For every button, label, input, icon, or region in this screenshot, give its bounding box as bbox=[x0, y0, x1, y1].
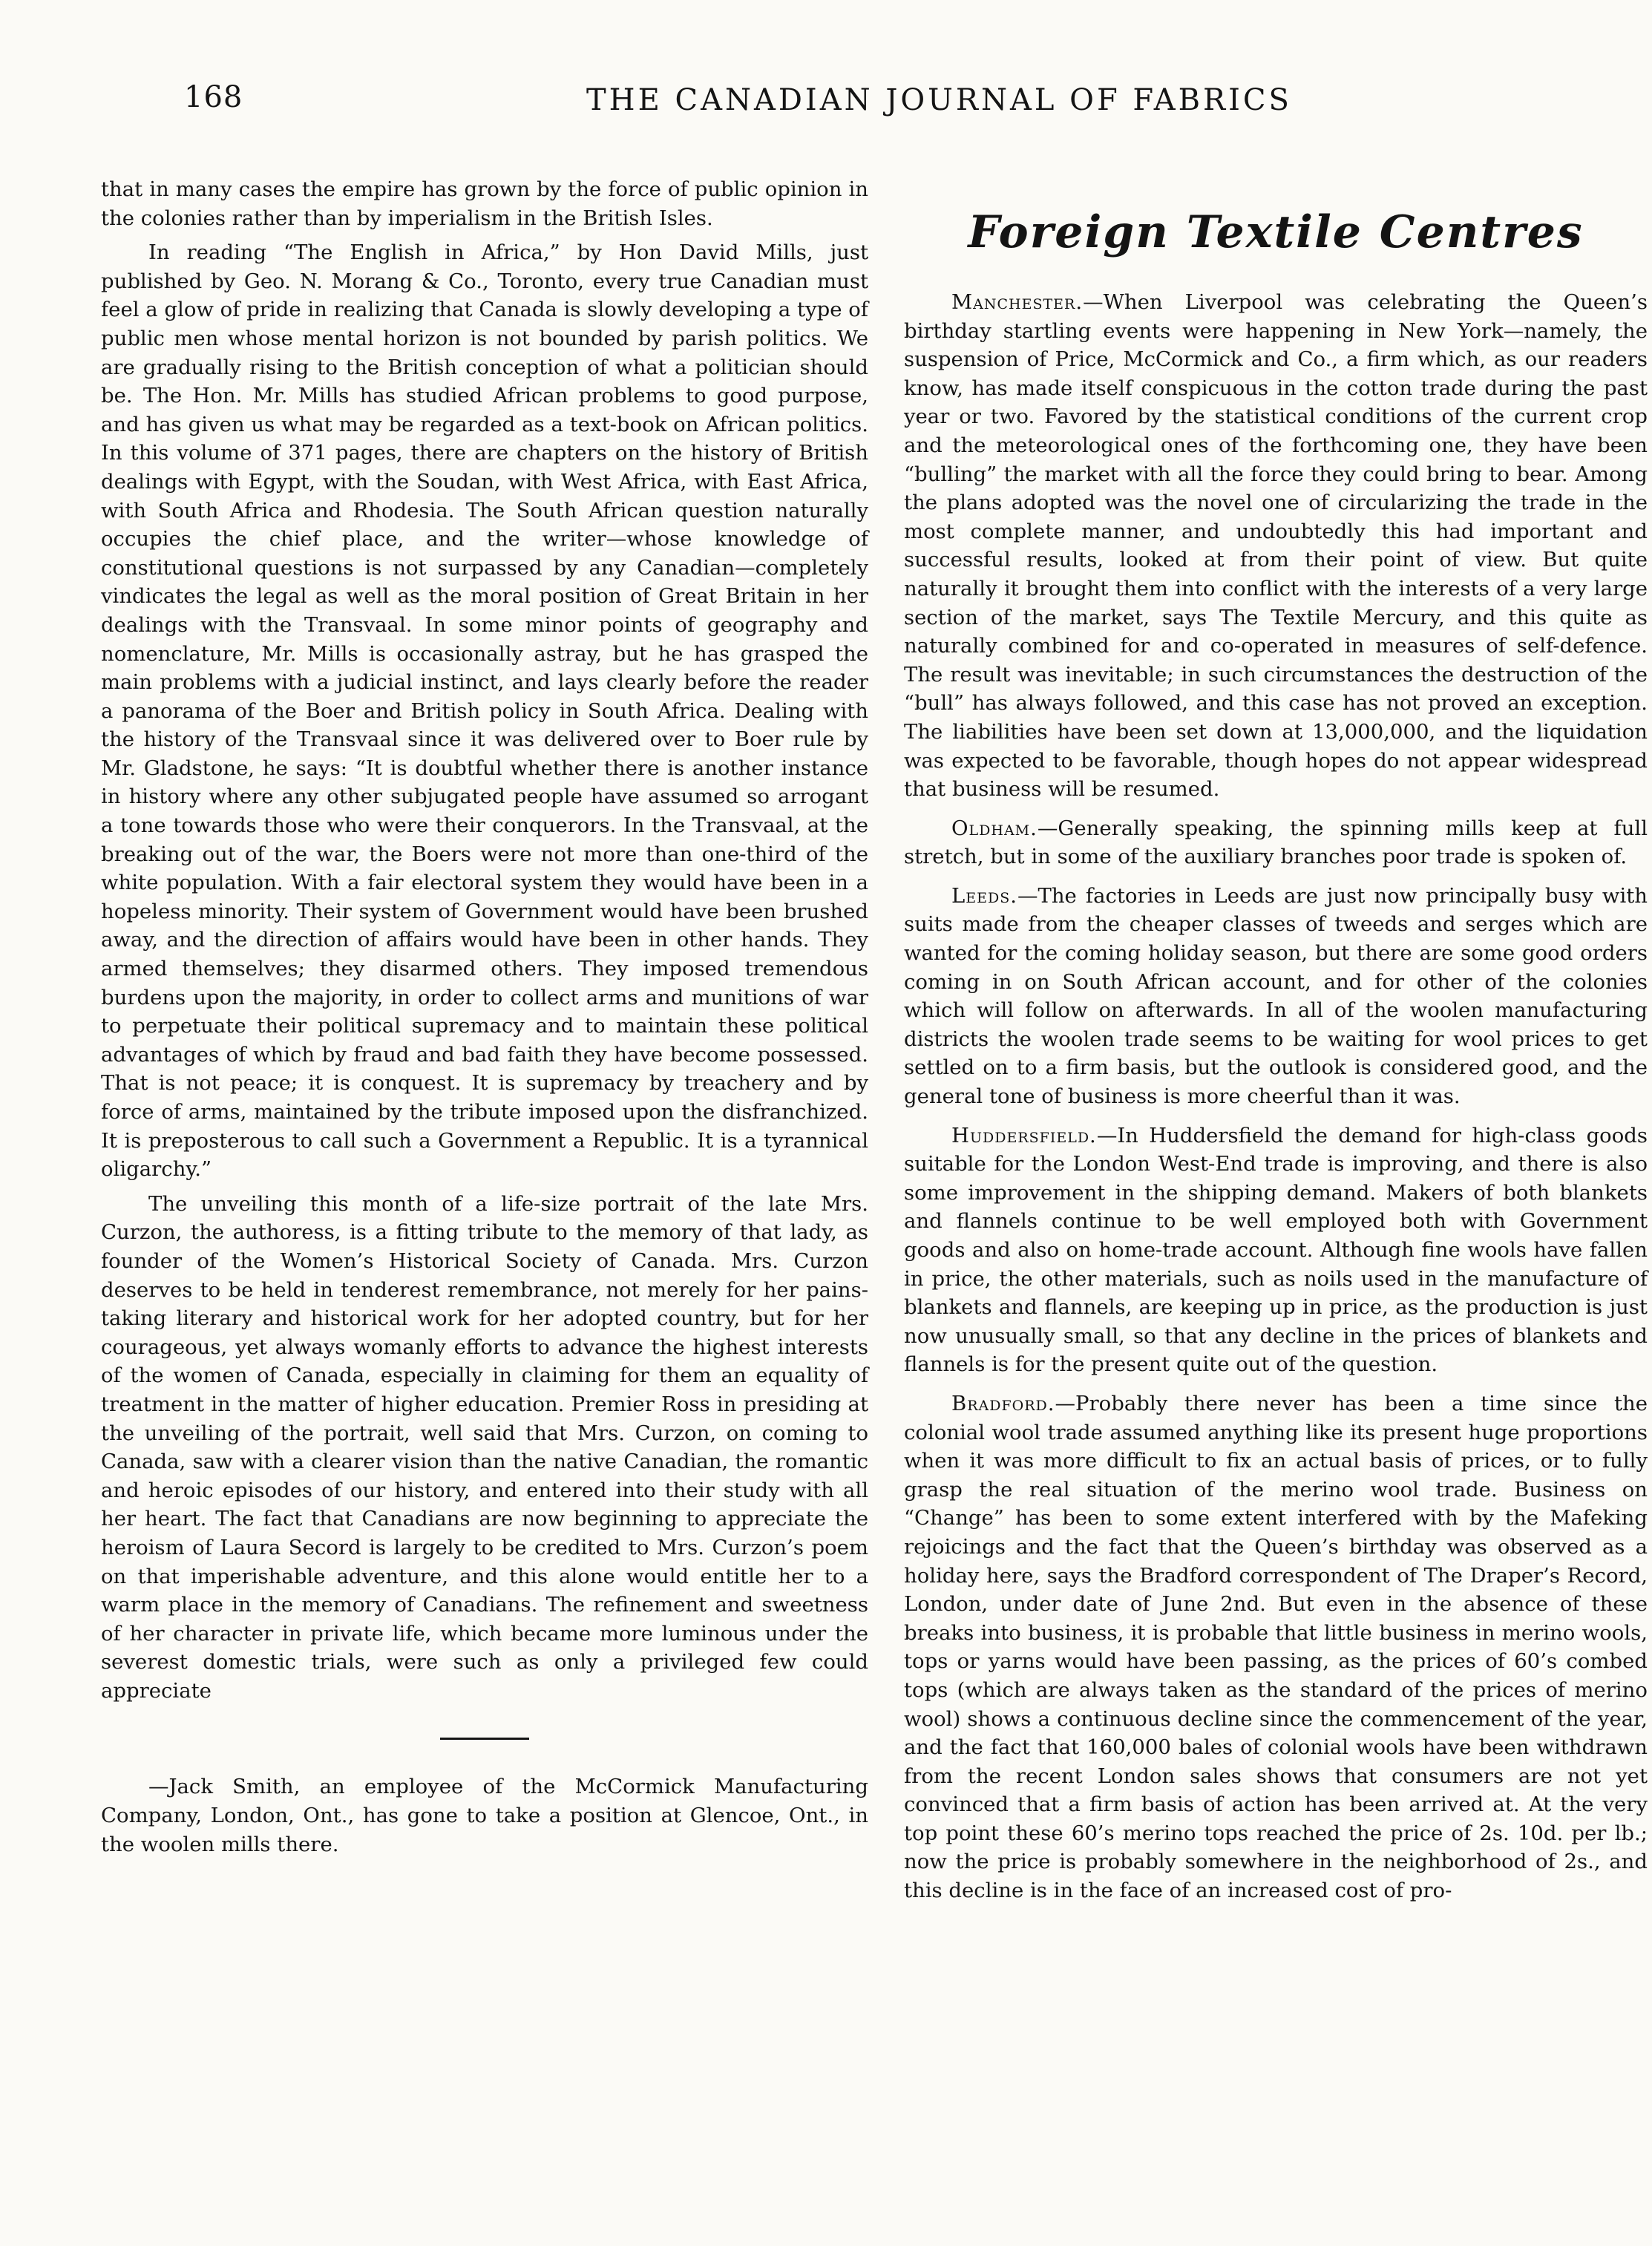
left-paragraph-2: In reading “The English in Africa,” by Hon David Mills, just published by Geo. N. Morang & Co., Toronto, every true Canadian must feel a glow of pride in realizing that Canada is slowly developing a type of public men whose mental horizon is not bounded by parish politics. We are gradually rising to the British conception of what a politician should be. The Hon. Mr. Mills has studied African problems to good purpose, and has given us what may be regarded as a text-book on African politics. In this volume of 371 pages, there are chapters on the history of British dealings with Egypt, with the Soudan, with West Africa, with East Africa, with South Africa and Rhodesia. The South African question naturally occupies the chief place, and the writer—whose knowledge of constitutional questions is not surpassed by any Canadian—completely vindicates the legal as well as the moral position of Great Britain in her dealings with the Transvaal. In some minor points of geography and nomenclature, Mr. Mills is occasionally astray, but he has grasped the main problems with a judicial instinct, and lays clearly before the reader a panorama of the Boer and British policy in South Africa. Dealing with the history of the Transvaal since it was delivered over to Boer rule by Mr. Gladstone, he says: “It is doubtful whether there is another instance in history where any other subjugated people have assumed so arrogant a tone towards those who were their conquerors. In the Transvaal, at the breaking out of the war, the Boers were not more than one-third of the white population. With a fair electoral system they would have been in a hopeless minority. Their system of Government would have been brushed away, and the direction of affairs would have been in other hands. They armed themselves; they disarmed others. They imposed tremendous burdens upon the majority, in order to collect arms and munitions of war to perpetuate their political supremacy and to maintain these political advantages of which by fraud and bad faith they have become possessed. That is not peace; it is conquest. It is supremacy by treachery and by force of arms, maintained by the tribute imposed upon the disfranchized. It is preposterous to call such a Government a Republic. It is a tyrannical oligarchy.” bbox=[101, 240, 868, 1182]
news-note: —Jack Smith, an employee of the McCormick Manufacturing Company, London, Ont., has gone to take a position at Glencoe, Ont., in the woolen mills there. bbox=[101, 1775, 868, 1856]
right-column bbox=[904, 175, 1648, 1905]
report-text: —When Liverpool was celebrating the Queen’s birthday startling events were happening in New York—namely, the suspension of Price, McCormick and Co., a firm which, as our readers know, has made itself conspicuous in the cotton trade during the past year or two. Favored by the statistical conditions of the current crop and the meteorological ones of the forthcoming one, they have been “bulling” the market with all the force they could bring to bear. Among the plans adopted was the novel one of circularizing the trade in the most complete manner, and undoubtedly this had important and successful results, looked at from their point of view. But quite naturally it brought them into conflict with the interests of a very large section of the market, says The Textile Mercury, and this quite as naturally combined for and co-operated in measures of self-defence. The result was inevitable; in such circumstances the destruction of the “bull” has always followed, and this case has not proved an exception. The liabilities have been set down at 13,000,000, and the liquidation was expected to be favorable, though hopes do not appear widespread that business will be resumed. bbox=[904, 290, 1648, 802]
left-paragraph-1: that in many cases the empire has grown by the force of public opinion in the colonies rather than by imperialism in the British Isles. bbox=[101, 177, 868, 230]
left-paragraph-3: The unveiling this month of a life-size portrait of the late Mrs. Curzon, the authoress, is a fitting tribute to the memory of that lady, as founder of the Women’s Historical Society of Canada. Mrs. Curzon deserves to be held in tenderest remembrance, not merely for her pains-taking literary and historical work for her adopted country, but for her courageous, yet always womanly efforts to advance the highest interests of the women of Canada, especially in claiming for them an equality of treatment in the matter of higher education. Premier Ross in presiding at the unveiling of the portrait, well said that Mrs. Curzon, on coming to Canada, saw with a clearer vision than the native Canadian, the romantic and heroic episodes of our history, and entered into their study with all her heart. The fact that Canadians are now beginning to appreciate the heroism of Laura Secord is largely to be credited to Mrs. Curzon’s poem on that imperishable adventure, and this alone would entitle her to a warm place in the memory of Canadians. The refinement and sweetness of her character in private life, which became more luminous under the severest domestic trials, were such as only a privileged few could appreciate bbox=[101, 1191, 868, 1703]
report-text: —Generally speaking, the spinning mills keep at full stretch, but in some of the auxiliary branches poor trade is spoken of. bbox=[904, 816, 1648, 869]
running-head: THE CANADIAN JOURNAL OF FABRICS bbox=[586, 83, 1292, 117]
report-text: —In Huddersfield the demand for high-class goods suitable for the London West-End trade is improving, and there is also some improvement in the shipping demand. Makers of both blankets and flannels continue to be well employed both with Government goods and also on home-trade account. Although fine wools have fallen in price, the other materials, such as noils used in the manufacture of blankets and flannels, are keeping up in price, as the production is just now unusually small, so that any decline in the prices of blankets and flannels is for the present quite out of the question. bbox=[904, 1123, 1648, 1377]
report-huddersfield bbox=[904, 1122, 1648, 1379]
report-leeds bbox=[904, 882, 1648, 1111]
report-text: —The factories in Leeds are just now principally busy with suits made from the cheaper classes of tweeds and serges which are wanted for the coming holiday season, but there are some good orders coming in on South African account, and for other of the colonies which will follow on afterwards. In all of the woolen manufacturing districts the woolen trade seems to be waiting for wool prices to get settled on to a firm basis, but the outlook is considered good, and the general tone of business is more cheerful than it was. bbox=[904, 883, 1648, 1109]
report-bradford bbox=[904, 1389, 1648, 1905]
place-name: Leeds. bbox=[951, 883, 1017, 908]
place-name: Huddersfield. bbox=[951, 1123, 1097, 1147]
report-text: —Probably there never has been a time since the colonial wool trade assumed anything like its present huge proportions when it was more difficult to fix an actual basis of prices, or to fully grasp the real situation of the merino wool trade. Business on “Change” has been to some extent interfered with by the Mafeking rejoicings and the fact that the Queen’s birthday was observed as a holiday here, says the Bradford correspondent of The Draper’s Record, London, under date of June 2nd. But even in the absence of these breaks into business, it is probable that little business in merino wools, tops or yarns would have been passing, as the prices of 60’s combed tops (which are always taken as the standard of the prices of merino wool) shows a continuous decline since the commencement of the year, and the fact that 160,000 bales of colonial wools have been withdrawn from the recent London sales shows that consumers are not yet convinced that a firm basis of action has been arrived at. At the very top point these 60’s merino tops reached the price of 2s. 10d. per lb.; now the price is probably somewhere in the neighborhood of 2s., and this decline is in the face of an increased cost of pro- bbox=[904, 1391, 1648, 1903]
page-number: 168 bbox=[184, 80, 243, 114]
place-name: Oldham. bbox=[951, 816, 1038, 840]
place-name: Manchester. bbox=[951, 290, 1084, 314]
place-name: Bradford. bbox=[951, 1391, 1055, 1415]
left-column bbox=[101, 175, 868, 1859]
section-divider bbox=[440, 1738, 529, 1740]
report-manchester bbox=[904, 288, 1648, 804]
section-title: Foreign Textile Centres bbox=[968, 206, 1584, 258]
report-oldham bbox=[904, 814, 1648, 871]
